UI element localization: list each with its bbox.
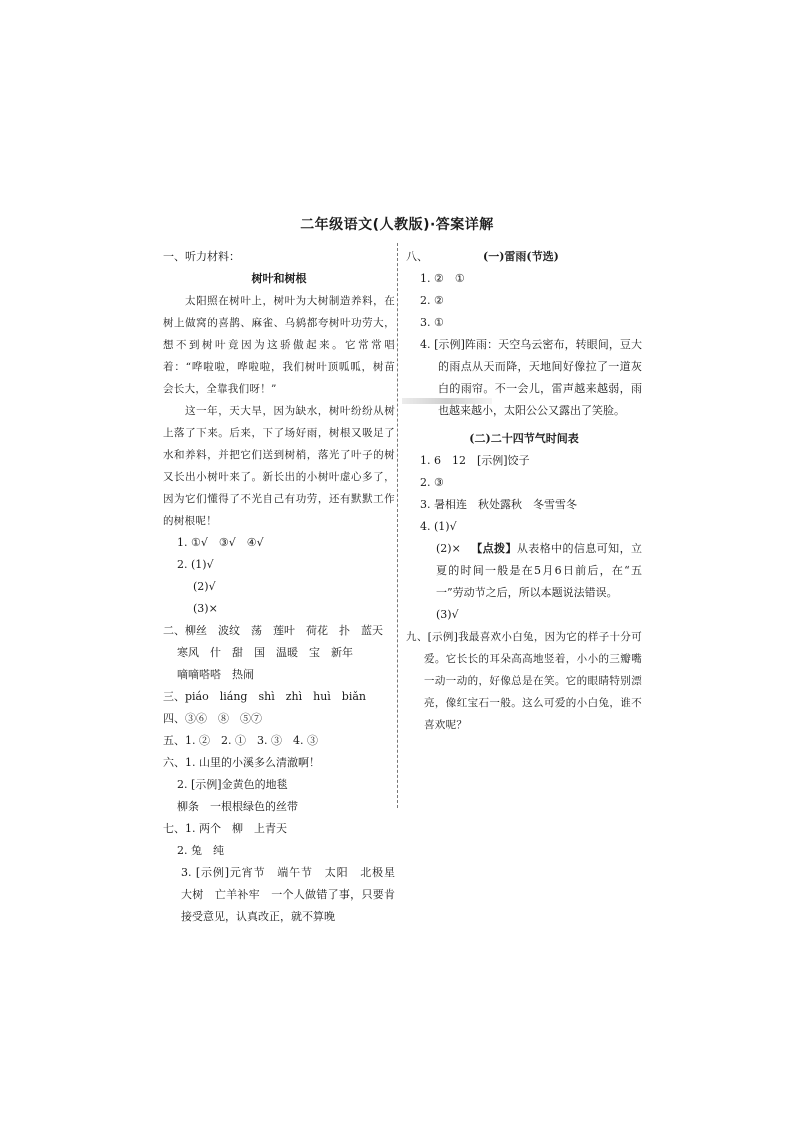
part-1-answer-1: 1. ② ① <box>420 272 465 285</box>
part-2-answer-4b <box>406 538 642 604</box>
story-paragraph-1: 太阳照在树叶上，树叶为大树制造养料，在树上做窝的喜鹊、麻雀、乌鸫都夸树叶功劳大，想不到树叶竟因为这骄傲起来。它常常唱着：“哗啦啦，哗啦啦，我们树叶顶呱呱，树苗会长大，全靠我们呀！” <box>163 295 395 395</box>
part-2-answer-4b-mark: (2)× <box>436 542 461 555</box>
part-2-answer-1: 1. 6 12 [示例]饺子 <box>420 454 530 467</box>
page-title: 二年级语文(人教版)·答案详解 <box>300 217 494 233</box>
section-4-answers: 四、③⑥ ⑧ ⑤⑦ <box>163 712 262 725</box>
section-8-part-1-title: (一)雷雨(节选) <box>483 250 559 263</box>
hint-text: 从表格中的信息可知，立夏的时间一般是在5月6日前后，在“五一”劳动节之后，所以本题说法错误。 <box>436 542 642 599</box>
part-2-answer-3: 3. 暑相连 秋处露秋 冬雪雪冬 <box>420 498 577 511</box>
section-1-answer-2: 2. (1)√ <box>177 558 214 571</box>
section-2-line-1: 二、柳丝 波纹 荡 莲叶 荷花 扑 蓝天 <box>163 624 383 637</box>
section-3-pinyin: 三、piáo liáng shì zhì huì biǎn <box>163 690 366 703</box>
part-2-answer-4c: (3)√ <box>436 608 459 621</box>
left-column <box>163 246 406 928</box>
section-8-header <box>406 246 642 268</box>
part-1-answer-4: 4. [示例]阵雨：天空乌云密布，转眼间，豆大的雨点从天而降，天地间好像拉了一道灰白的雨帘。不一会儿，雷声越来越弱，雨也越来越小，太阳公公又露出了笑脸。 <box>420 338 642 417</box>
section-6-answer-2b: 柳条 一根根绿色的丝带 <box>177 800 298 813</box>
part-2-answer-2: 2. ③ <box>420 476 444 489</box>
section-1-heading: 一、听力材料： <box>163 250 240 263</box>
column-divider <box>397 243 398 808</box>
section-6-answer-2: 2. [示例]金黄色的地毯 <box>177 778 288 791</box>
section-7-answer-2: 2. 兔 纯 <box>177 844 224 857</box>
section-8-heading: 八、 <box>406 250 428 263</box>
section-7-answer-1: 七、1. 两个 柳 上青天 <box>163 822 287 835</box>
section-7-answer-3: 3. [示例]元宵节 端午节 太阳 北极星 大树 亡羊补牢 一个人做错了事，只要肯接受意见，认真改正，就不算晚 <box>181 866 406 923</box>
section-1-answer-2c: (3)× <box>193 602 218 615</box>
section-5-answers: 五、1. ② 2. ① 3. ③ 4. ③ <box>163 734 318 747</box>
part-2-answer-4: 4. (1)√ <box>420 520 457 533</box>
section-6-answer-1: 六、1. 山里的小溪多么清澈啊！ <box>163 756 320 769</box>
part-1-answer-3: 3. ① <box>420 316 444 329</box>
section-2-line-3: 嘀嘀嗒嗒 热闹 <box>177 668 254 681</box>
section-8-part-2-title: (二)二十四节气时间表 <box>469 432 579 445</box>
section-1-answer-2b: (2)√ <box>193 580 216 593</box>
right-column <box>406 246 642 736</box>
story-paragraph-2: 这一年，天大旱，因为缺水，树叶纷纷从树上落了下来。后来，下了场好雨，树根又吸足了水和养料，并把它们送到树梢，落光了叶子的树又长出小树叶来了。新长出的小树叶虚心多了，因为它们懂得了不光自己有功劳，还有默默工作的树根呢！ <box>163 405 395 527</box>
hint-label: 【点拨】 <box>470 542 517 555</box>
section-9-answer: 九、[示例]我最喜欢小白兔，因为它的样子十分可爱。它长长的耳朵高高地竖着，小小的三瓣嘴一动一动的，好像总是在笑。它的眼睛特别漂亮，像红宝石一般。这么可爱的小白兔，谁不喜欢呢？ <box>406 631 642 731</box>
section-2-line-2: 寒风 什 甜 国 温暖 宝 新年 <box>177 646 353 659</box>
section-1-answer-1: 1. ①√ ③√ ④√ <box>177 536 264 549</box>
story-title: 树叶和树根 <box>251 272 307 285</box>
part-1-answer-2: 2. ② <box>420 294 444 307</box>
